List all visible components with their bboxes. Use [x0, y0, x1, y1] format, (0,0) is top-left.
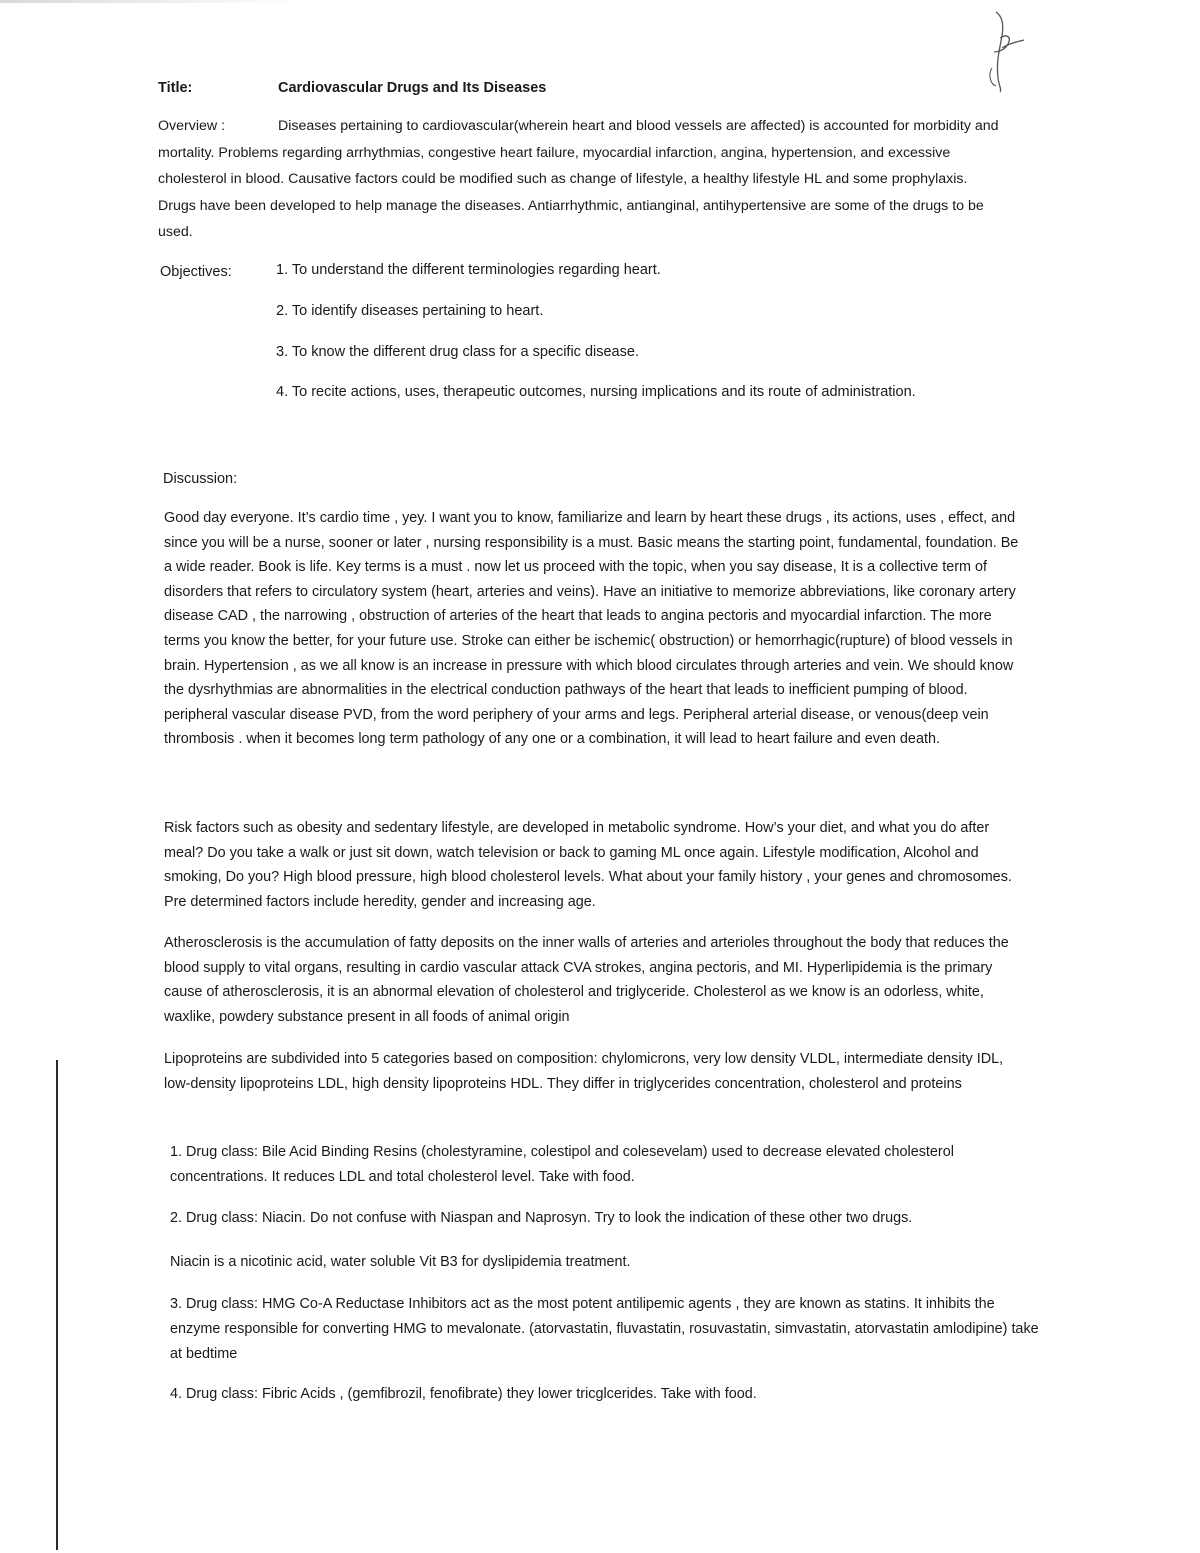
- document-title: Cardiovascular Drugs and Its Diseases: [278, 80, 547, 96]
- overview-label: Overview :: [158, 118, 226, 134]
- discussion-paragraph: Risk factors such as obesity and sedentary lifestyle, are developed in metabolic syndrome. How’s your diet, and what you do after meal? Do you take a walk or just sit down, watch television or back to gaming ML once again. Lifestyle modification, Alcohol and smoking, Do you? High blood pressure, high blood cholesterol levels. What about your family history , your genes and chromosomes. Pre determined factors include heredity, gender and increasing age.: [164, 820, 1012, 910]
- discussion-paragraph: Atherosclerosis is the accumulation of fatty deposits on the inner walls of arteries and arterioles throughout the body that reduces the blood supply to vital organs, resulting in cardio vascular attack CVA strokes, angina pectoris, and MI. Hyperlipidemia is the primary cause of atherosclerosis, it is an abnormal elevation of cholesterol and triglyceride. Cholesterol as we know is an odorless, white, waxlike, powdery substance present in all foods of animal origin: [164, 935, 1009, 1025]
- drug-class-item: 4. Drug class: Fibric Acids , (gemfibrozil, fenofibrate) they lower tricglcerides. Take with food.: [170, 1386, 757, 1402]
- scan-edge-smudge: [0, 0, 300, 3]
- overview-section: [158, 113, 1006, 246]
- drug-class-item: 2. Drug class: Niacin. Do not confuse with Niaspan and Naprosyn. Try to look the indication of these other two drugs.: [170, 1210, 913, 1226]
- discussion-label: Discussion:: [163, 471, 238, 487]
- drug-class-item: 1. Drug class: Bile Acid Binding Resins (cholestyramine, colestipol and colesevelam) used to decrease elevated cholesterol concentrations. It reduces LDL and total cholesterol level. Take with food.: [170, 1144, 954, 1185]
- handwritten-initials-mark: [978, 8, 1028, 94]
- discussion-paragraph: Lipoproteins are subdivided into 5 categories based on composition: chylomicrons, very low density VLDL, intermediate density IDL, low-density lipoproteins LDL, high density lipoproteins HDL. They differ in triglycerides concentration, cholesterol and proteins: [164, 1051, 1004, 1092]
- overview-text: Diseases pertaining to cardiovascular(wherein heart and blood vessels are affected) is accounted for morbidity and mortality. Problems regarding arrhythmias, congestive heart failure, myocardial infarction, angina, hypertension, and excessive cholesterol in blood. Causative factors could be modified such as change of lifestyle, a healthy lifestyle HL and some prophylaxis. Drugs have been developed to help manage the diseases. Antiarrhythmic, antianginal, antihypertensive are some of the drugs to be used.: [158, 118, 999, 240]
- objective-item: 1. To understand the different terminologies regarding heart.: [276, 262, 661, 278]
- scan-edge-line: [56, 1060, 58, 1550]
- drug-class-note: Niacin is a nicotinic acid, water soluble Vit B3 for dyslipidemia treatment.: [170, 1254, 631, 1270]
- objective-item: 2. To identify diseases pertaining to heart.: [276, 303, 544, 319]
- objective-item: 3. To know the different drug class for a specific disease.: [276, 344, 639, 360]
- discussion-paragraph: Good day everyone. It’s cardio time , yey. I want you to know, familiarize and learn by heart these drugs , its actions, uses , effect, and since you will be a nurse, sooner or later , nursing responsibility is a must. Basic means the starting point, fundamental, foundation. Be a wide reader. Book is life. Key terms is a must . now let us proceed with the topic, when you say disease, It is a collective term of disorders that refers to circulatory system (heart, arteries and veins). Have an initiative to memorize abbreviations, like coronary artery disease CAD , the narrowing , obstruction of arteries of the heart that leads to angina pectoris and myocardial infarction. The more terms you know the better, for your future use. Stroke can either be ischemic( obstruction) or hemorrhagic(rupture) of blood vessels in brain. Hypertension , as we all know is an increase in pressure with which blood circulates through arteries and vein. We should know the dysrhythmias are abnormalities in the electrical conduction pathways of the heart that leads to inefficient pumping of blood. peripheral vascular disease PVD, from the word periphery of your arms and legs. Peripheral arterial disease, or venous(deep vein thrombosis . when it becomes long term pathology of any one or a combination, it will lead to heart failure and even death.: [164, 510, 1019, 748]
- drug-class-item: 3. Drug class: HMG Co-A Reductase Inhibitors act as the most potent antilipemic agents , they are known as statins. It inhibits the enzyme responsible for converting HMG to mevalonate. (atorvastatin, fluvastatin, rosuvastatin, simvastatin, atorvastatin amlodipine) take at bedtime: [170, 1296, 1039, 1362]
- objectives-label: Objectives:: [160, 264, 232, 280]
- objective-item: 4. To recite actions, uses, therapeutic outcomes, nursing implications and its route of administration.: [276, 384, 916, 400]
- title-label: Title:: [158, 80, 193, 96]
